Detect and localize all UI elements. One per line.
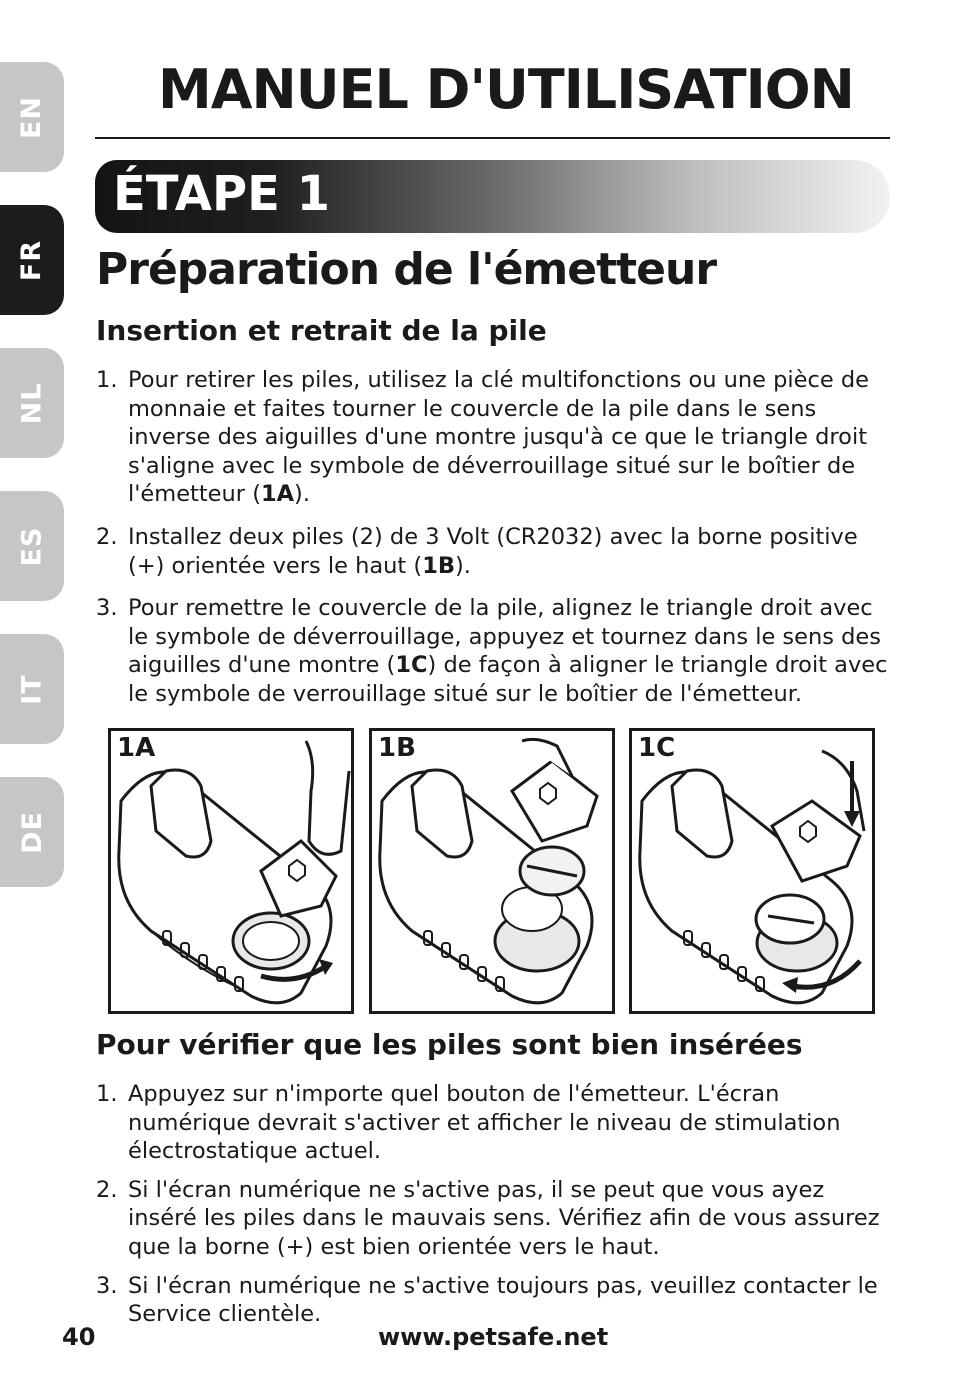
tab-language-label: IT bbox=[16, 673, 48, 705]
list-item bbox=[96, 1272, 892, 1329]
tab-language-fr[interactable] bbox=[0, 205, 64, 315]
step-text: Pour retirer les piles, utilisez la clé multifonctions ou une pièce de monnaie et faites tourner le couvercle de la pile dans le sens inverse des aiguilles d'une montre jusqu'à ce que le triangle droit s'aligne avec le symbole de déverrouillage situé sur le boîtier de l'émetteur ( bbox=[128, 367, 870, 508]
tab-language-nl[interactable] bbox=[0, 348, 64, 458]
list-number: 2. bbox=[96, 523, 118, 550]
list-item bbox=[96, 366, 892, 509]
step-text: Si l'écran numérique ne s'active toujours pas, veuillez contacter le Service clientèle. bbox=[128, 1272, 878, 1328]
step-label: ÉTAPE 1 bbox=[113, 166, 331, 222]
figure-label: 1C bbox=[638, 733, 676, 763]
step-text: Si l'écran numérique ne s'active pas, il se peut que vous ayez inséré les piles dans le mauvais sens. Vérifiez afin de vous assurez que la borne (+) est bien orientée vers le haut. bbox=[128, 1176, 880, 1260]
list-item bbox=[96, 594, 892, 708]
list-number: 3. bbox=[96, 1272, 118, 1299]
tab-language-label: EN bbox=[16, 95, 48, 139]
page-title: MANUEL D'UTILISATION bbox=[158, 58, 854, 121]
illustration-replace-cover bbox=[632, 731, 872, 1011]
tab-language-label: NL bbox=[16, 382, 48, 424]
verify-steps-list bbox=[96, 1080, 892, 1329]
step-banner bbox=[95, 160, 890, 233]
tab-language-label: ES bbox=[16, 526, 48, 566]
step-text: ) de façon à aligner le triangle droit avec le symbole de verrouillage situé sur le boîtier de l'émetteur. bbox=[128, 652, 888, 707]
list-number: 3. bbox=[96, 595, 118, 622]
list-item bbox=[96, 1080, 892, 1166]
figure-reference: 1A bbox=[260, 481, 295, 508]
step-text: Installez deux piles (2) de 3 Volt (CR2032) avec la borne positive (+) orientée vers le haut ( bbox=[128, 523, 858, 579]
list-item bbox=[96, 1176, 892, 1262]
illustration-install-batteries bbox=[372, 731, 612, 1011]
step-text: ). bbox=[455, 552, 471, 579]
figure-reference: 1C bbox=[395, 652, 428, 679]
list-number: 2. bbox=[96, 1176, 118, 1203]
website-link[interactable]: www.petsafe.net bbox=[378, 1323, 609, 1351]
title-divider bbox=[95, 137, 890, 139]
verify-heading: Pour vérifier que les piles sont bien insérées bbox=[96, 1028, 803, 1061]
tab-language-it[interactable] bbox=[0, 634, 64, 744]
battery-heading: Insertion et retrait de la pile bbox=[96, 314, 547, 347]
figure-1c bbox=[629, 728, 875, 1014]
figure-1a bbox=[108, 728, 354, 1014]
battery-steps-list bbox=[96, 366, 892, 723]
figure-1b bbox=[369, 728, 615, 1014]
tab-language-label: FR bbox=[16, 239, 48, 281]
tab-language-de[interactable] bbox=[0, 777, 64, 887]
figure-label: 1B bbox=[378, 733, 416, 763]
tab-language-label: DE bbox=[16, 810, 48, 854]
figure-reference: 1B bbox=[422, 552, 455, 579]
tab-language-es[interactable] bbox=[0, 491, 64, 601]
list-number: 1. bbox=[96, 1081, 118, 1107]
page-number: 40 bbox=[62, 1323, 96, 1351]
step-text: Pour remettre le couvercle de la pile, alignez le triangle droit avec le symbole de déverrouillage, appuyez et tournez dans le sens des aiguilles d'une montre ( bbox=[128, 595, 881, 679]
section-title: Préparation de l'émetteur bbox=[96, 244, 717, 295]
tab-language-en[interactable] bbox=[0, 62, 64, 172]
list-item bbox=[96, 523, 892, 580]
step-text: ). bbox=[294, 481, 310, 508]
figure-label: 1A bbox=[117, 733, 156, 763]
list-number: 1. bbox=[96, 367, 118, 393]
step-text: Appuyez sur n'importe quel bouton de l'émetteur. L'écran numérique devrait s'activer et afficher le niveau de stimulation électrostatique actuel. bbox=[128, 1081, 841, 1165]
illustration-remove-cover bbox=[111, 731, 351, 1011]
